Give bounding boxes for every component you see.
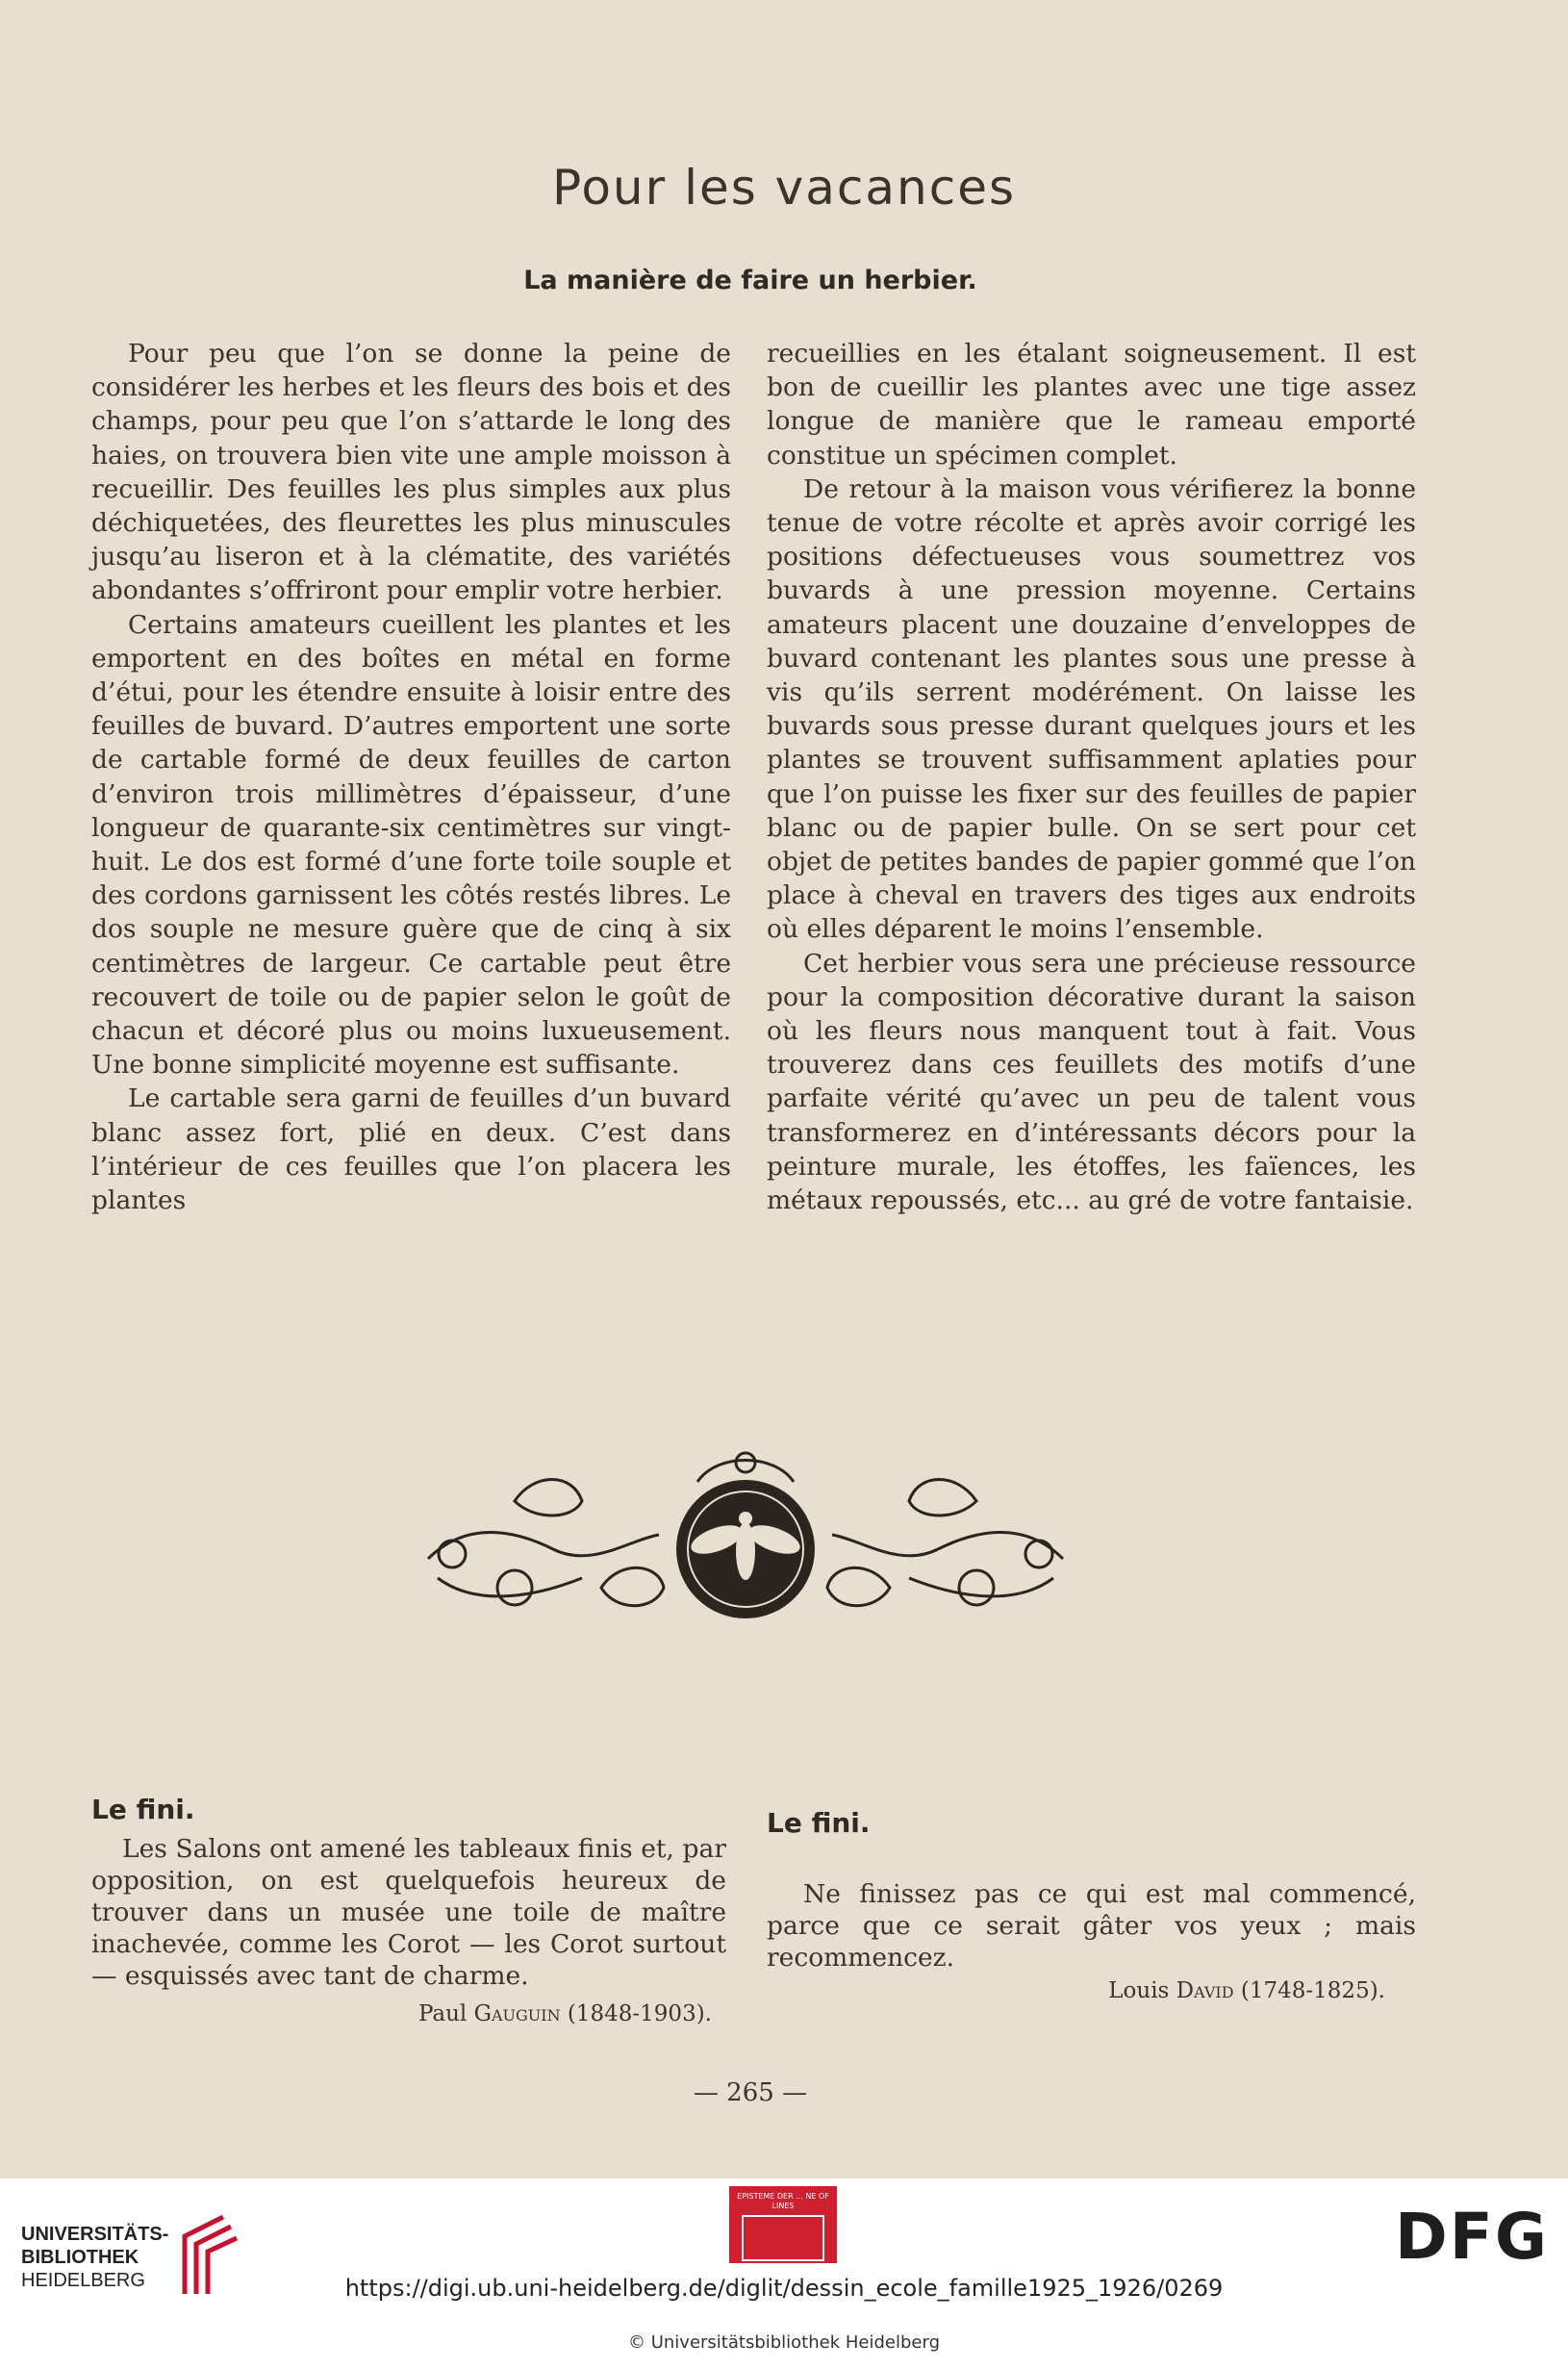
library-name: UNIVERSITÄTS- BIBLIOTHEK HEIDELBERG xyxy=(21,2224,169,2291)
paragraph: Cet herbier vous sera une précieuse ressource pour la composition décorative durant la saison où les fleurs nous manquent tout à fait. Vous trouverez dans ces feuillets des motifs d’une parfaite vérité qu’avec un peu de talent vous transformerez en d’intéressants décors pour la peinture murale, les étoffes, les faïences, les métaux repoussés, etc... au gré de votre fantaisie. xyxy=(767,948,1416,1216)
page-number: — 265 — xyxy=(693,2078,808,2107)
quote-right-title: Le fini. xyxy=(767,1807,871,1839)
author-dates: (1748-1825). xyxy=(1240,1978,1385,2003)
paragraph: recueillies en les étalant soigneusement. Il est bon de cueillir les plantes avec une tige assez longue de manière que le rameau emporté constitue un spécimen complet. xyxy=(767,339,1416,471)
author-first-name: Paul xyxy=(417,2001,468,2026)
author-last-name: Gauguin xyxy=(473,2001,561,2026)
floral-ornament-icon xyxy=(409,1443,1082,1636)
article-subtitle: La manière de faire un herbier. xyxy=(523,266,977,295)
dfg-logo[interactable]: DFG xyxy=(1395,2200,1550,2274)
paragraph: Le cartable sera garni de feuilles d’un buvard blanc assez fort, plié en deux. C’est dans l’intérieur de ces feuilles que l’on placera les plantes xyxy=(91,1083,731,1216)
quote-right-text: Ne finissez pas ce qui est mal commencé, parce que ce serait gâter vos yeux ; mais recommencez. xyxy=(767,1879,1416,1973)
author-first-name: Louis xyxy=(1108,1978,1170,2003)
copyright-notice: © Universitätsbibliothek Heidelberg xyxy=(627,2332,940,2353)
right-column xyxy=(767,337,1416,1217)
quote-right-author xyxy=(1039,1978,1385,2003)
quote-left-text: Les Salons ont amené les tableaux finis et, par opposition, on est quelquefois heureux de trouver dans un musée une toile de maître inachevée, comme les Corot — les Corot surtout — esquissés avec tant de charme. xyxy=(91,1834,726,1991)
paragraph: Pour peu que l’on se donne la peine de considérer les herbes et les fleurs des bois et des champs, pour peu que l’on s’attarde le long des haies, on trouvera bien vite une ample moisson à recueillir. Des feuilles les plus simples aux plus déchiquetées, des fleurettes les plus minuscules jusqu’au liseron et à la clématite, des variétés abondantes s’offriront pour emplir votre herbier. xyxy=(91,339,731,606)
paragraph: Certains amateurs cueillent les plantes et les emportent en des boîtes en métal en forme d’étui, pour les étendre ensuite à loisir entre des feuilles de buvard. D’autres emportent une sorte de cartable formé de deux feuilles de carton d’environ trois millimètres d’épaisseur, d’une longueur de quarante-six centimètres sur vingt-huit. Le dos est formé d’une forte toile souple et des cordons garnissent les côtés restés libres. Le dos souple ne mesure guère que de cinq à six centimètres de largeur. Ce cartable peut être recouvert de toile ou de papier selon le goût de chacun et décoré plus ou moins luxueusement. Une bonne simplicité moyenne est suffisante. xyxy=(91,609,731,1081)
paragraph: De retour à la maison vous vérifierez la bonne tenue de votre récolte et après avoir corrigé les positions défectueuses vous soumettrez vos buvards à une pression moyenne. Certains amateurs placent une douzaine d’enveloppes de buvard contenant les plantes sous une presse à vis qu’ils serrent modérément. On laisse les buvards sous presse durant quelques jours et les plantes se trouvent suffisamment aplaties pour que l’on puisse les fixer sur des feuilles de papier blanc ou de papier bulle. On se sert pour cet objet de petites bandes de papier gommé que l’on place à cheval en travers des tiges aux endroits où elles déparent le moins l’ensemble. xyxy=(767,473,1416,945)
author-dates: (1848-1903). xyxy=(567,2001,712,2026)
permalink-url[interactable]: https://digi.ub.uni-heidelberg.de/diglit/dessin_ecole_famille1925_1926/0269 xyxy=(344,2275,1224,2302)
author-last-name: David xyxy=(1176,1978,1234,2003)
epistemes-frame-icon xyxy=(742,2215,824,2261)
quote-left-title: Le fini. xyxy=(91,1794,195,1825)
left-column xyxy=(91,337,731,1217)
quote-left-author xyxy=(380,2001,712,2026)
epistemes-logo[interactable]: EPISTEME DER ... NE OF LINES xyxy=(729,2186,837,2263)
viewer-footer xyxy=(0,2178,1568,2369)
page-title: Pour les vacances xyxy=(551,160,1017,216)
